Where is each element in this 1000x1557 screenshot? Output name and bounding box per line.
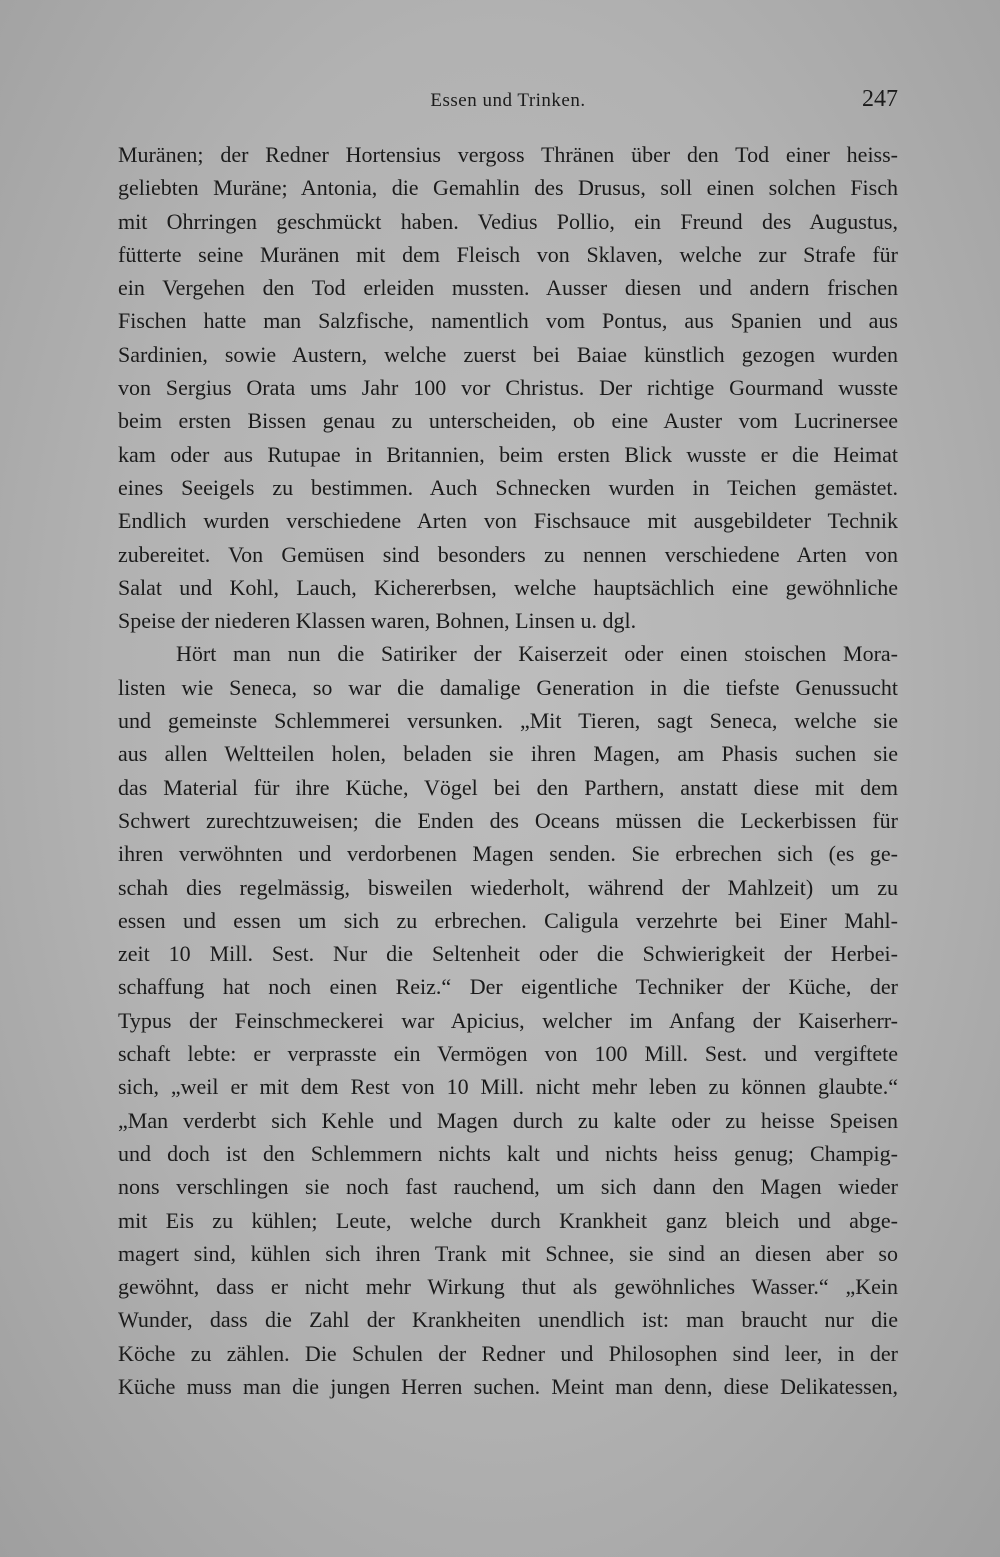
text-line: eines Seeigels zu bestimmen. Auch Schnecken wurden in Teichen gemästet. <box>118 474 898 500</box>
text-line: listen wie Seneca, so war die damalige Generation in die tiefste Genussucht <box>118 674 898 700</box>
text-line: Wunder, dass die Zahl der Krankheiten unendlich ist: man braucht nur die <box>118 1307 898 1333</box>
text-line: mit Eis zu kühlen; Leute, welche durch Krankheit ganz bleich und abge- <box>118 1207 898 1233</box>
text-line: schaft lebte: er verprasste ein Vermögen von 100 Mill. Sest. und vergiftete <box>118 1041 898 1067</box>
text-line: fütterte seine Muränen mit dem Fleisch von Sklaven, welche zur Strafe für <box>118 241 898 267</box>
text-line: essen und essen um sich zu erbrechen. Caligula verzehrte bei Einer Mahl- <box>118 907 898 933</box>
text-line: aus allen Weltteilen holen, beladen sie ihren Magen, am Phasis suchen sie <box>118 741 898 767</box>
text-line: gewöhnt, dass er nicht mehr Wirkung thut als gewöhnliches Wasser.“ „Kein <box>118 1274 898 1300</box>
text-line: und gemeinste Schlemmerei versunken. „Mit Tieren, sagt Seneca, welche sie <box>118 708 898 734</box>
text-line: beim ersten Bissen genau zu unterscheiden, ob eine Auster vom Lucrinersee <box>118 408 898 434</box>
running-title: Essen und Trinken. <box>430 90 586 111</box>
page-header <box>118 86 898 118</box>
body-text <box>118 138 898 1403</box>
text-line: sich, „weil er mit dem Rest von 10 Mill. nicht mehr leben zu können glaubte.“ <box>118 1074 898 1100</box>
text-line: mit Ohrringen geschmückt haben. Vedius Pollio, ein Freund des Augustus, <box>118 208 898 234</box>
paragraph-start-line: Hört man nun die Satiriker der Kaiserzeit oder einen stoischen Mora- <box>176 641 898 667</box>
text-line: „Man verderbt sich Kehle und Magen durch zu kalte oder zu heisse Speisen <box>118 1107 898 1133</box>
paragraph-end-line: Speise der niederen Klassen waren, Bohnen, Linsen u. dgl. <box>118 608 637 634</box>
text-line: Küche muss man die jungen Herren suchen. Meint man denn, diese Delikatessen, <box>118 1373 898 1399</box>
text-line: magert sind, kühlen sich ihren Trank mit Schnee, sie sind an diesen aber so <box>118 1240 898 1266</box>
text-line: Köche zu zählen. Die Schulen der Redner und Philosophen sind leer, in der <box>118 1340 898 1366</box>
text-line: ein Vergehen den Tod erleiden mussten. Ausser diesen und andern frischen <box>118 275 898 301</box>
text-line: schah dies regelmässig, bisweilen wiederholt, während der Mahlzeit) um zu <box>118 874 898 900</box>
text-line: schaffung hat noch einen Reiz.“ Der eigentliche Techniker der Küche, der <box>118 974 898 1000</box>
page-number: 247 <box>862 86 898 112</box>
text-line: und doch ist den Schlemmern nichts kalt und nichts heiss genug; Champig- <box>118 1140 898 1166</box>
text-line: von Sergius Orata ums Jahr 100 vor Christus. Der richtige Gourmand wusste <box>118 375 898 401</box>
text-line: Salat und Kohl, Lauch, Kichererbsen, welche hauptsächlich eine gewöhnliche <box>118 574 898 600</box>
text-line: Sardinien, sowie Austern, welche zuerst bei Baiae künstlich gezogen wurden <box>118 341 898 367</box>
text-line: zeit 10 Mill. Sest. Nur die Seltenheit oder die Schwierigkeit der Herbei- <box>118 941 898 967</box>
text-line: das Material für ihre Küche, Vögel bei den Parthern, anstatt diese mit dem <box>118 774 898 800</box>
text-line: ihren verwöhnten und verdorbenen Magen senden. Sie erbrechen sich (es ge- <box>118 841 898 867</box>
text-line: geliebten Muräne; Antonia, die Gemahlin des Drusus, soll einen solchen Fisch <box>118 175 898 201</box>
text-line: nons verschlingen sie noch fast rauchend, um sich dann den Magen wieder <box>118 1174 898 1200</box>
text-line: Fischen hatte man Salzfische, namentlich vom Pontus, aus Spanien und aus <box>118 308 898 334</box>
text-line: Endlich wurden verschiedene Arten von Fischsauce mit ausgebildeter Technik <box>118 508 898 534</box>
text-line: Schwert zurechtzuweisen; die Enden des Oceans müssen die Leckerbissen für <box>118 807 898 833</box>
text-line: kam oder aus Rutupae in Britannien, beim ersten Blick wusste er die Heimat <box>118 441 898 467</box>
text-line: Muränen; der Redner Hortensius vergoss Thränen über den Tod einer heiss- <box>118 142 898 167</box>
text-line: Typus der Feinschmeckerei war Apicius, welcher im Anfang der Kaiserherr- <box>118 1007 898 1033</box>
text-line: zubereitet. Von Gemüsen sind besonders zu nennen verschiedene Arten von <box>118 541 898 567</box>
